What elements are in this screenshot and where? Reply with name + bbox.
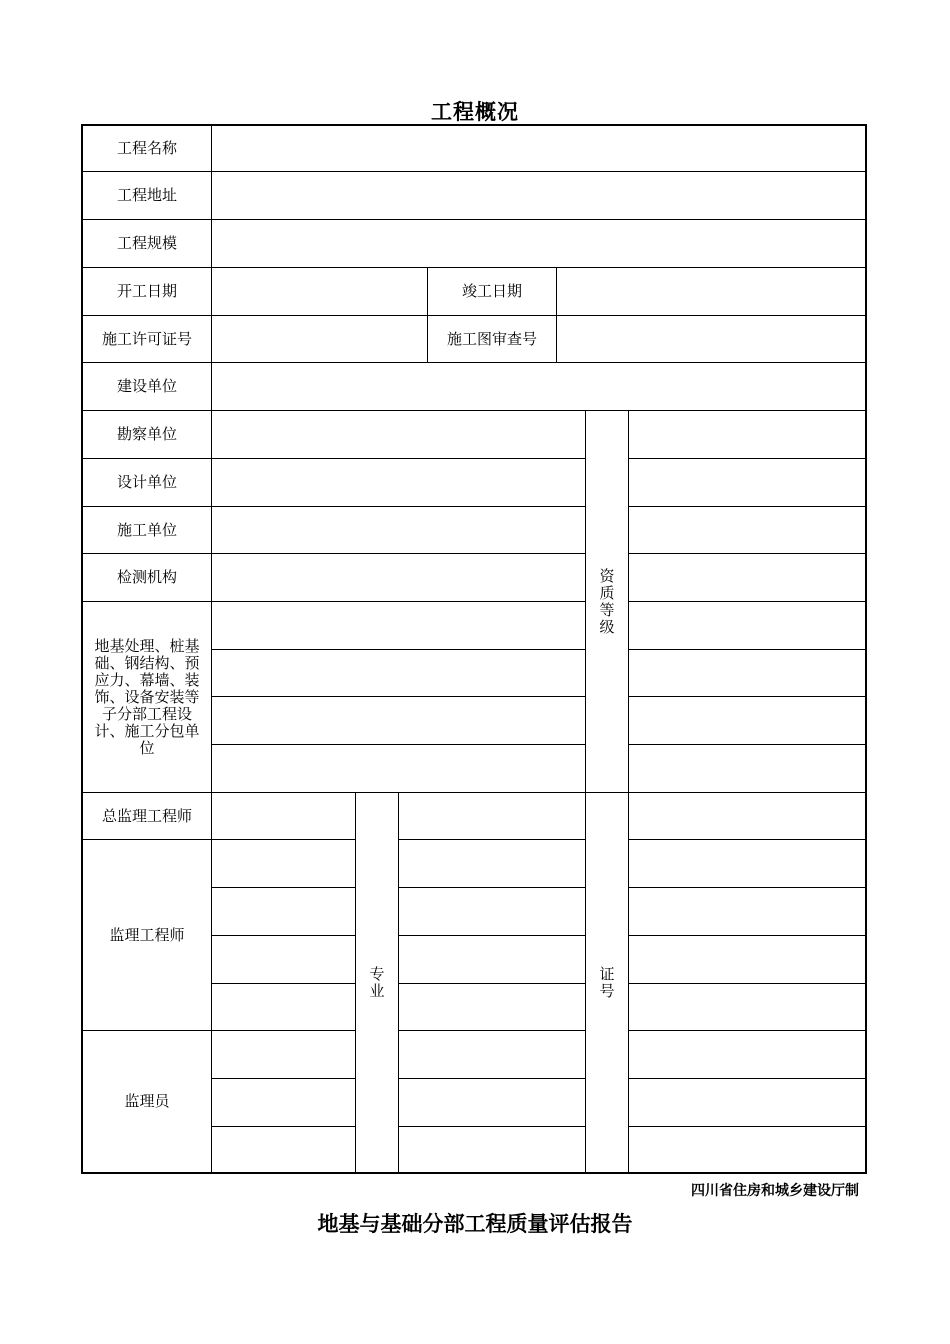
label-construction-permit-no: 施工许可证号 xyxy=(101,329,192,348)
label-certificate-no xyxy=(586,793,628,1172)
row-divider xyxy=(211,1078,355,1079)
label-supervisor: 监理员 xyxy=(124,1092,170,1110)
certificate-char: 证 xyxy=(599,964,615,983)
qualification-char: 等 xyxy=(599,600,615,619)
owner-unit-field[interactable] xyxy=(212,363,865,410)
row-divider xyxy=(211,1126,355,1127)
row-divider xyxy=(628,601,865,602)
row-divider xyxy=(211,744,585,745)
row-divider xyxy=(398,1078,585,1079)
row-divider xyxy=(628,649,865,650)
row-divider xyxy=(398,839,585,840)
project-name-field[interactable] xyxy=(212,126,865,171)
specialty-char: 业 xyxy=(369,981,385,1000)
completion-date-field[interactable] xyxy=(557,268,865,315)
start-date-field[interactable] xyxy=(212,268,427,315)
row-divider xyxy=(628,458,865,459)
qualification-char: 级 xyxy=(599,617,615,636)
row-divider xyxy=(211,887,355,888)
row-divider xyxy=(628,506,865,507)
row-divider xyxy=(628,744,865,745)
row-divider xyxy=(211,696,585,697)
label-owner-unit: 建设单位 xyxy=(116,377,177,395)
row-divider xyxy=(211,649,585,650)
label-project-name: 工程名称 xyxy=(116,139,177,157)
row-divider xyxy=(628,553,865,554)
label-survey-unit: 勘察单位 xyxy=(116,425,177,443)
row-divider xyxy=(628,1078,865,1079)
issuer-label: 四川省住房和城乡建设厅制 xyxy=(691,1183,859,1199)
label-specialty xyxy=(356,793,398,1172)
qualification-char: 质 xyxy=(599,583,615,602)
column-divider xyxy=(398,792,399,1172)
row-divider xyxy=(211,983,355,984)
label-completion-date: 竣工日期 xyxy=(461,282,522,300)
row-divider xyxy=(211,935,355,936)
label-construction-unit: 施工单位 xyxy=(116,520,177,539)
row-divider xyxy=(398,935,585,936)
qualification-char: 资 xyxy=(599,566,615,585)
row-divider xyxy=(398,1030,585,1031)
label-project-address: 工程地址 xyxy=(116,186,177,204)
next-page-title: 地基与基础分部工程质量评估报告 xyxy=(317,1212,633,1236)
label-supervising-engineer: 监理工程师 xyxy=(109,925,185,944)
label-testing-agency: 检测机构 xyxy=(116,568,177,586)
form-title: 工程概况 xyxy=(431,100,519,124)
row-divider xyxy=(628,887,865,888)
row-divider xyxy=(628,696,865,697)
construction-permit-no-field[interactable] xyxy=(212,316,427,362)
certificate-char: 号 xyxy=(599,981,615,1000)
row-divider xyxy=(628,935,865,936)
column-divider xyxy=(628,410,629,1172)
label-qualification-grade xyxy=(586,411,628,792)
row-divider xyxy=(628,839,865,840)
label-start-date: 开工日期 xyxy=(116,282,177,300)
specialty-char: 专 xyxy=(369,964,385,983)
row-divider xyxy=(398,983,585,984)
row-divider xyxy=(628,1126,865,1127)
label-chief-supervisor: 总监理工程师 xyxy=(101,806,192,825)
row-divider xyxy=(628,1030,865,1031)
drawing-review-no-field[interactable] xyxy=(557,316,865,362)
label-project-scale: 工程规模 xyxy=(116,234,177,252)
label-subcontract-units: 地基处理、桩基础、钢结构、预应力、幕墙、装饰、设备安装等子分部工程设计、施工分包单位 xyxy=(94,636,200,757)
label-design-unit: 设计单位 xyxy=(116,473,177,491)
project-scale-field[interactable] xyxy=(212,220,865,267)
row-divider xyxy=(628,983,865,984)
project-overview-form xyxy=(81,124,867,1174)
label-drawing-review-no: 施工图审查号 xyxy=(446,329,537,348)
project-address-field[interactable] xyxy=(212,172,865,219)
row-divider xyxy=(398,1126,585,1127)
row-divider xyxy=(398,887,585,888)
